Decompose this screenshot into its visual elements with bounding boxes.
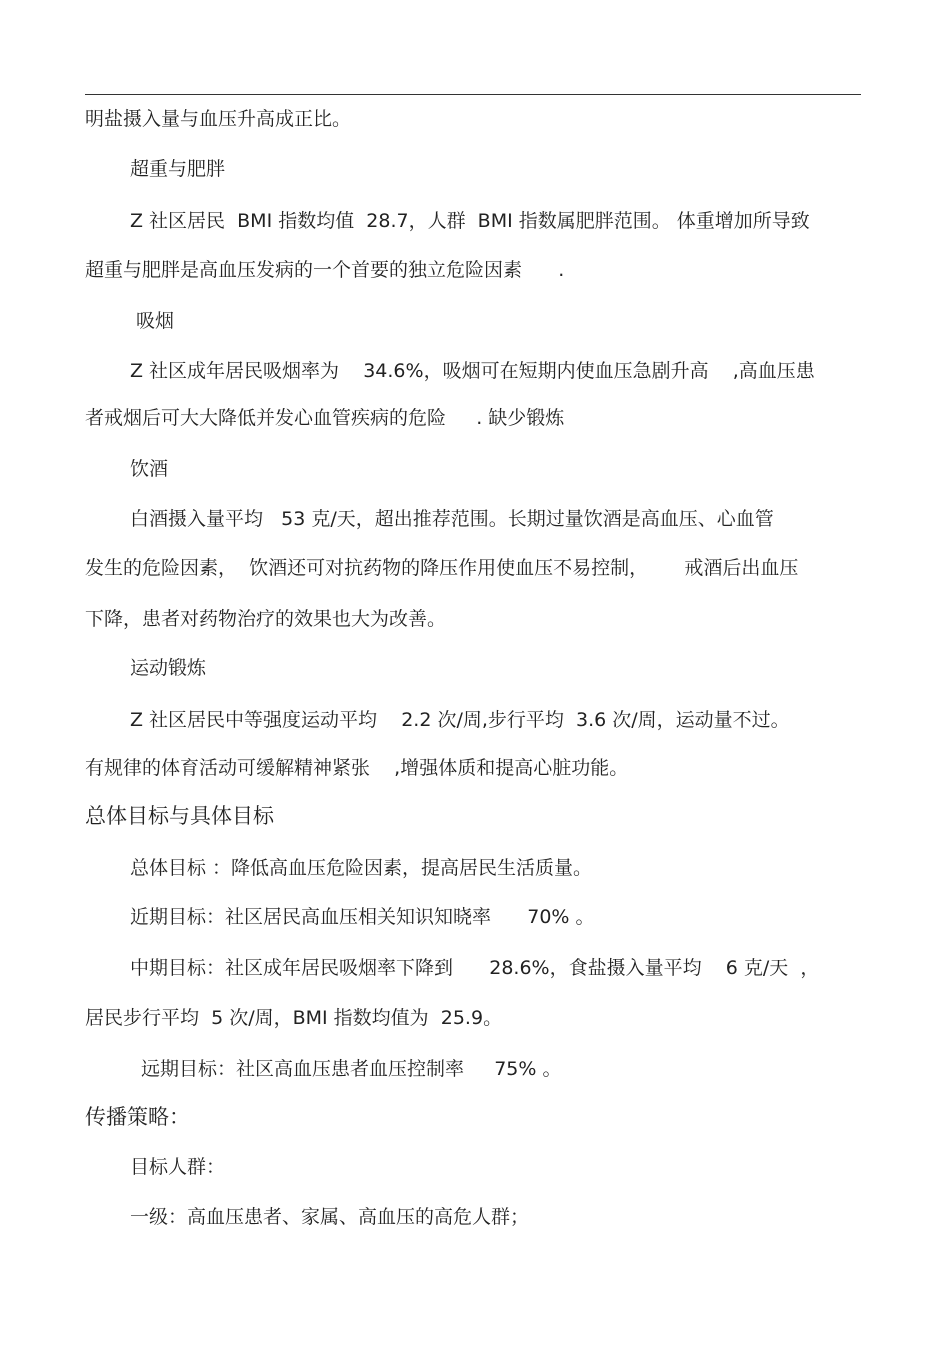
section-heading-drinking: 饮酒 bbox=[130, 458, 169, 480]
paragraph-line: 有规律的体育活动可缓解精神紧张 ,增强体质和提高心脏功能。 bbox=[85, 757, 629, 779]
paragraph-line: 目标人群： bbox=[130, 1156, 226, 1178]
paragraph-line: 者戒烟后可大大降低并发心血管疾病的危险 . 缺少锻炼 bbox=[85, 407, 565, 429]
paragraph-line: 下降，患者对药物治疗的效果也大为改善。 bbox=[85, 608, 447, 630]
paragraph-line: 发生的危险因素， 饮酒还可对抗药物的降压作用使血压不易控制， 戒酒后出血压 bbox=[85, 557, 799, 579]
paragraph-line: 总体目标 ：降低高血压危险因素，提高居民生活质量。 bbox=[130, 857, 593, 879]
paragraph-line: 白酒摄入量平均 53 克/天，超出推荐范围。长期过量饮酒是高血压、心血管 bbox=[130, 508, 774, 530]
paragraph-line: 明盐摄入量与血压升高成正比。 bbox=[85, 108, 352, 130]
paragraph-line: Z 社区成年居民吸烟率为 34.6%，吸烟可在短期内使血压急剧升高 ,高血压患 bbox=[130, 360, 815, 382]
paragraph-line: 超重与肥胖是高血压发病的一个首要的独立危险因素 . bbox=[85, 259, 565, 281]
paragraph-line: 一级：高血压患者、家属、高血压的高危人群； bbox=[130, 1206, 530, 1228]
header-rule bbox=[85, 94, 861, 95]
paragraph-line: 近期目标：社区居民高血压相关知识知晓率 70% 。 bbox=[130, 906, 595, 928]
paragraph-line: 中期目标：社区成年居民吸烟率下降到 28.6%，食盐摄入量平均 6 克/天 ， bbox=[130, 957, 820, 979]
paragraph-line: Z 社区居民 BMI 指数均值 28.7，人群 BMI 指数属肥胖范围。 体重增加所导致 bbox=[130, 210, 810, 232]
paragraph-line: 远期目标：社区高血压患者血压控制率 75% 。 bbox=[141, 1058, 562, 1080]
section-heading-goals: 总体目标与具体目标 bbox=[85, 804, 274, 828]
section-heading-overweight: 超重与肥胖 bbox=[130, 158, 226, 180]
section-heading-strategy: 传播策略： bbox=[85, 1105, 190, 1129]
paragraph-line: 居民步行平均 5 次/周，BMI 指数均值为 25.9。 bbox=[85, 1007, 503, 1029]
section-heading-exercise: 运动锻炼 bbox=[130, 657, 207, 679]
paragraph-line: Z 社区居民中等强度运动平均 2.2 次/周,步行平均 3.6 次/周，运动量不过。 bbox=[130, 709, 790, 731]
section-heading-smoking: 吸烟 bbox=[136, 310, 175, 332]
